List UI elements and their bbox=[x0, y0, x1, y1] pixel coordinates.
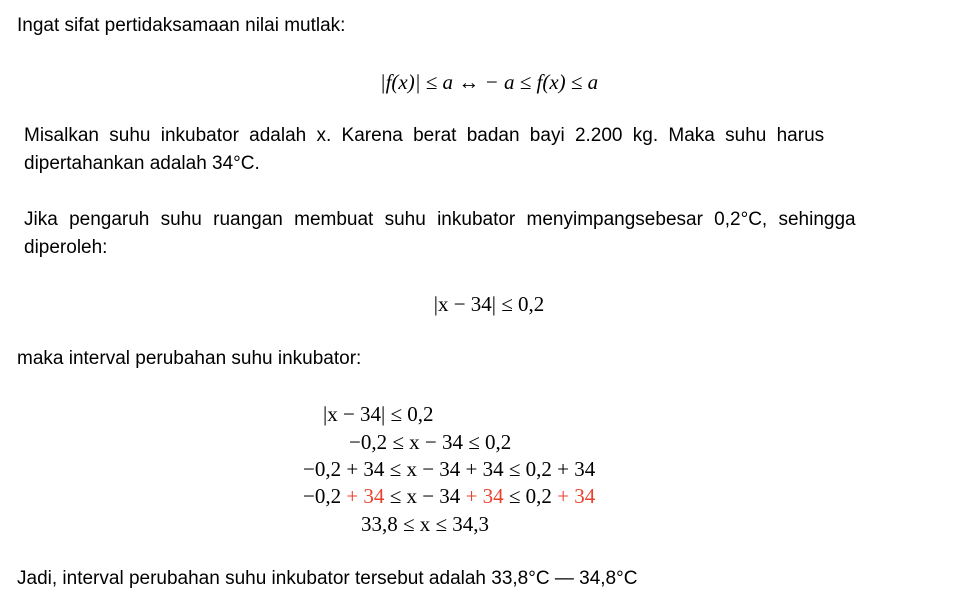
step-4-highlight-2: + 34 bbox=[465, 484, 504, 508]
intro-text: Ingat sifat pertidaksamaan nilai mutlak: bbox=[17, 15, 346, 36]
interval-intro-text: maka interval perubahan suhu inkubator: bbox=[17, 348, 362, 369]
paragraph1-line2: dipertahankan adalah 34°C. bbox=[24, 153, 260, 174]
conclusion-text: Jadi, interval perubahan suhu inkubator tersebut adalah 33,8°C — 34,8°C bbox=[17, 568, 638, 589]
absolute-value-property-formula: |f(x)| ≤ a ↔ − a ≤ f(x) ≤ a bbox=[379, 70, 599, 94]
step-4-highlight-3: + 34 bbox=[557, 484, 596, 508]
step-4 bbox=[303, 482, 595, 510]
paragraph1-line1: Misalkan suhu inkubator adalah x. Karena berat badan bayi 2.200 kg. Maka suhu harus bbox=[24, 125, 825, 146]
step-4-highlight-1: + 34 bbox=[346, 484, 385, 508]
step-4-part-2: ≤ x − 34 bbox=[384, 484, 466, 508]
step-5: 33,8 ≤ x ≤ 34,3 bbox=[361, 512, 490, 536]
main-inequality: |x − 34| ≤ 0,2 bbox=[433, 292, 545, 316]
step-3: −0,2 + 34 ≤ x − 34 + 34 ≤ 0,2 + 34 bbox=[303, 457, 596, 481]
step-4-part-1: −0,2 bbox=[303, 484, 347, 508]
paragraph-pengaruh-suhu bbox=[24, 206, 948, 262]
step-1: |x − 34| ≤ 0,2 bbox=[323, 402, 434, 426]
paragraph-suhu-inkubator bbox=[24, 122, 948, 178]
step-2: −0,2 ≤ x − 34 ≤ 0,2 bbox=[349, 430, 512, 454]
paragraph2-line1: Jika pengaruh suhu ruangan membuat suhu inkubator menyimpangsebesar 0,2°C, sehingga bbox=[24, 209, 856, 230]
step-4-part-3: ≤ 0,2 bbox=[503, 484, 558, 508]
paragraph2-line2: diperoleh: bbox=[24, 237, 108, 258]
